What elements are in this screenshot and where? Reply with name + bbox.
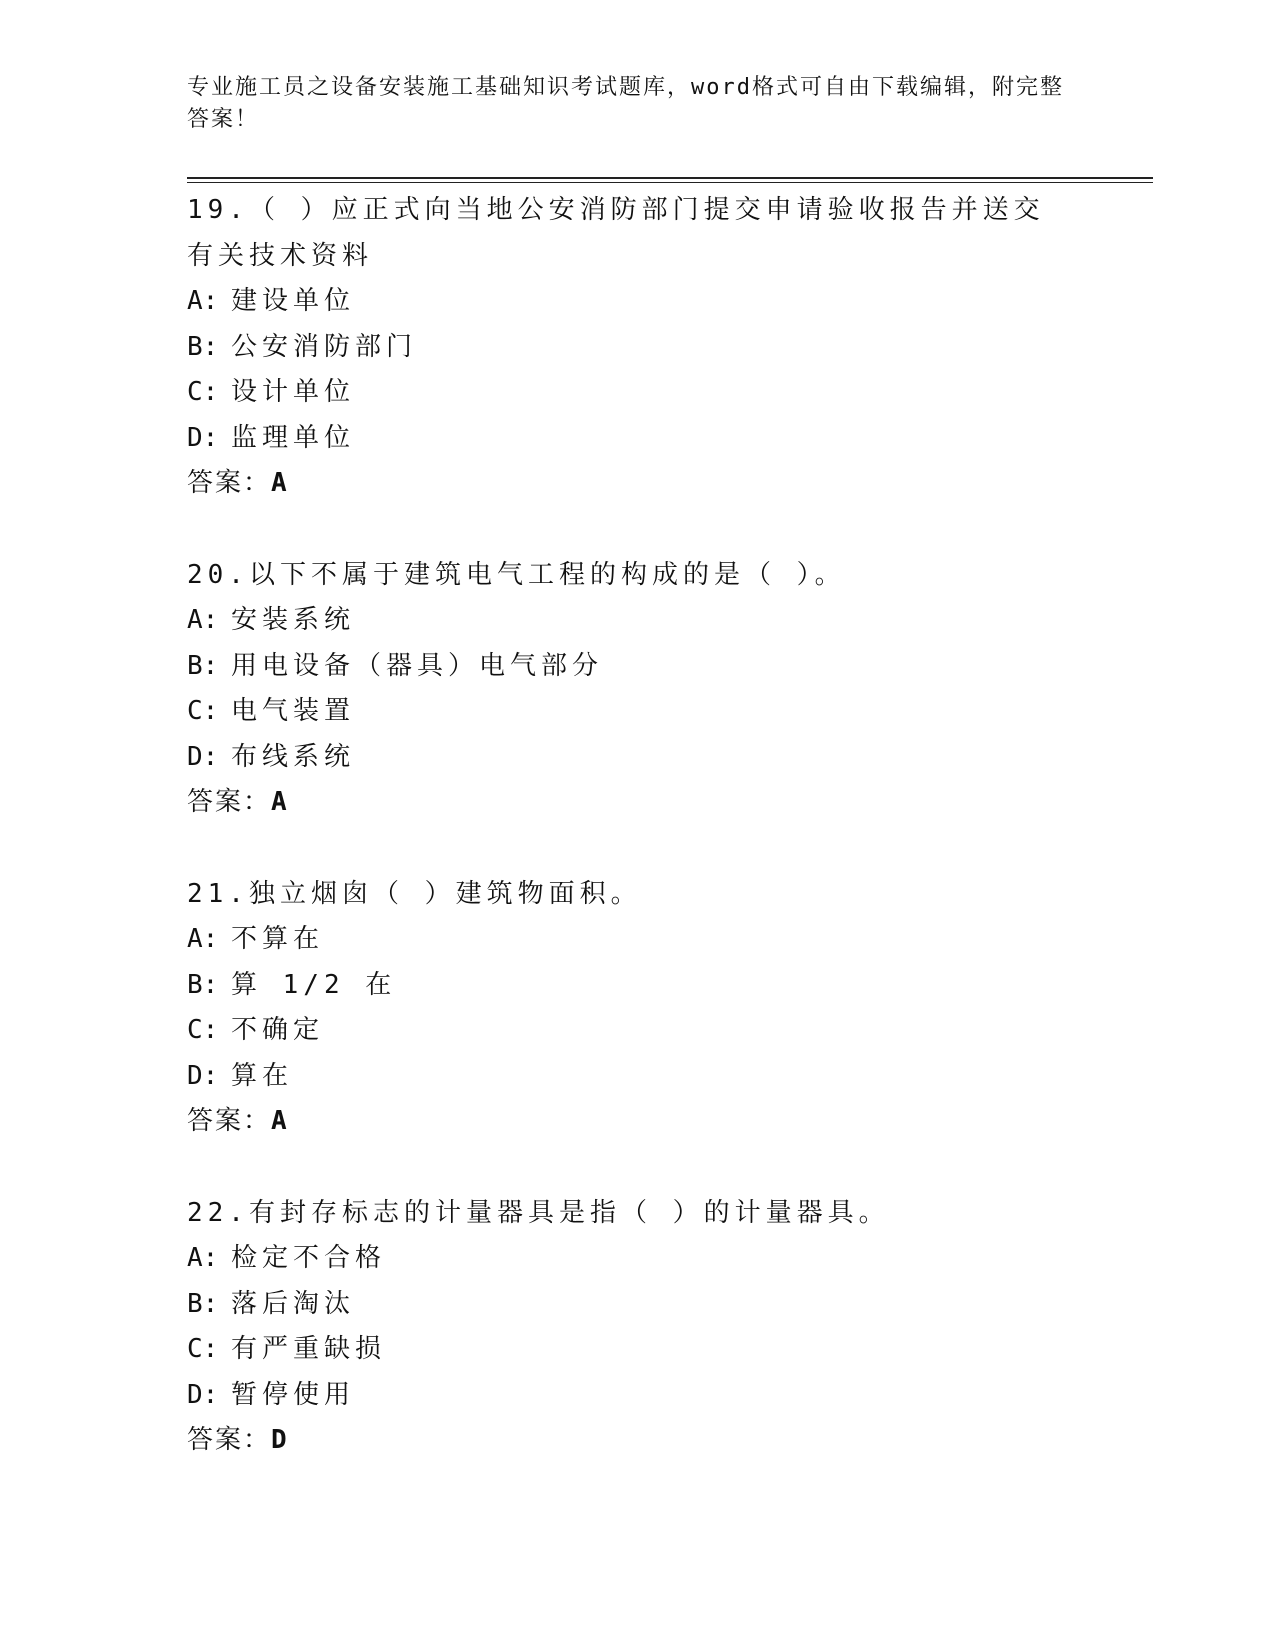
option-text: 算 1/2 在 (231, 969, 397, 1000)
option-letter: A: (187, 1243, 219, 1273)
option-c (187, 370, 1067, 416)
question-list (187, 188, 1067, 1510)
answer-label: 答案： (187, 1425, 272, 1455)
option-a (187, 917, 1067, 963)
option-text: 用电设备（器具）电气部分 (231, 650, 604, 681)
option-letter: D: (187, 1379, 219, 1410)
option-c (187, 689, 1067, 735)
option-letter: C: (187, 1015, 219, 1045)
header-text: 专业施工员之设备安装施工基础知识考试题库，word格式可自由下载编辑，附完整答案！ (187, 75, 1064, 132)
answer-label: 答案： (187, 787, 272, 817)
option-c (187, 1327, 1067, 1373)
option-d (187, 735, 1067, 781)
question-21 (187, 872, 1067, 1145)
option-text: 算在 (231, 1060, 294, 1091)
header-divider-thick (187, 177, 1153, 179)
answer-label: 答案： (187, 468, 272, 498)
option-text: 公安消防部门 (231, 331, 418, 362)
option-letter: B: (187, 969, 219, 1000)
option-a (187, 279, 1067, 325)
header-divider-thin (187, 182, 1153, 183)
option-letter: B: (187, 1288, 219, 1319)
answer-value: D (271, 1425, 289, 1455)
option-text: 电气装置 (231, 696, 356, 726)
option-letter: D: (187, 1060, 219, 1091)
question-19 (187, 188, 1067, 507)
option-d (187, 416, 1067, 462)
option-b (187, 325, 1067, 371)
option-d (187, 1373, 1067, 1419)
answer-value: A (271, 787, 289, 817)
option-a (187, 598, 1067, 644)
option-text: 有严重缺损 (231, 1334, 387, 1364)
option-letter: A: (187, 924, 219, 954)
option-c (187, 1008, 1067, 1054)
question-22 (187, 1191, 1067, 1464)
option-text: 监理单位 (231, 422, 356, 453)
option-text: 安装系统 (231, 605, 356, 635)
option-text: 检定不合格 (231, 1243, 387, 1273)
answer-value: A (271, 1106, 289, 1136)
option-b (187, 1282, 1067, 1328)
option-letter: B: (187, 650, 219, 681)
answer-value: A (271, 468, 289, 498)
answer-line (187, 1418, 1067, 1464)
option-b (187, 644, 1067, 690)
option-text: 暂停使用 (231, 1379, 356, 1410)
answer-line (187, 1099, 1067, 1145)
question-stem: 19.（ ）应正式向当地公安消防部门提交申请验收报告并送交有关技术资料 (187, 195, 1045, 271)
option-b (187, 963, 1067, 1009)
option-text: 设计单位 (231, 377, 356, 407)
option-letter: B: (187, 331, 219, 362)
answer-label: 答案： (187, 1106, 272, 1136)
option-d (187, 1054, 1067, 1100)
option-letter: A: (187, 286, 219, 316)
option-letter: C: (187, 1334, 219, 1364)
question-stem: 20.以下不属于建筑电气工程的构成的是（ ）。 (187, 559, 846, 590)
option-letter: C: (187, 696, 219, 726)
answer-line (187, 780, 1067, 826)
option-text: 建设单位 (231, 286, 356, 316)
question-stem: 21.独立烟囱（ ）建筑物面积。 (187, 878, 642, 909)
option-text: 布线系统 (231, 741, 356, 772)
option-letter: C: (187, 377, 219, 407)
question-20 (187, 553, 1067, 826)
option-text: 不确定 (231, 1015, 325, 1045)
question-stem: 22.有封存标志的计量器具是指（ ）的计量器具。 (187, 1197, 890, 1228)
option-letter: D: (187, 741, 219, 772)
option-text: 不算在 (231, 924, 325, 954)
option-text: 落后淘汰 (231, 1288, 356, 1319)
option-letter: D: (187, 422, 219, 453)
option-a (187, 1236, 1067, 1282)
option-letter: A: (187, 605, 219, 635)
answer-line (187, 461, 1067, 507)
